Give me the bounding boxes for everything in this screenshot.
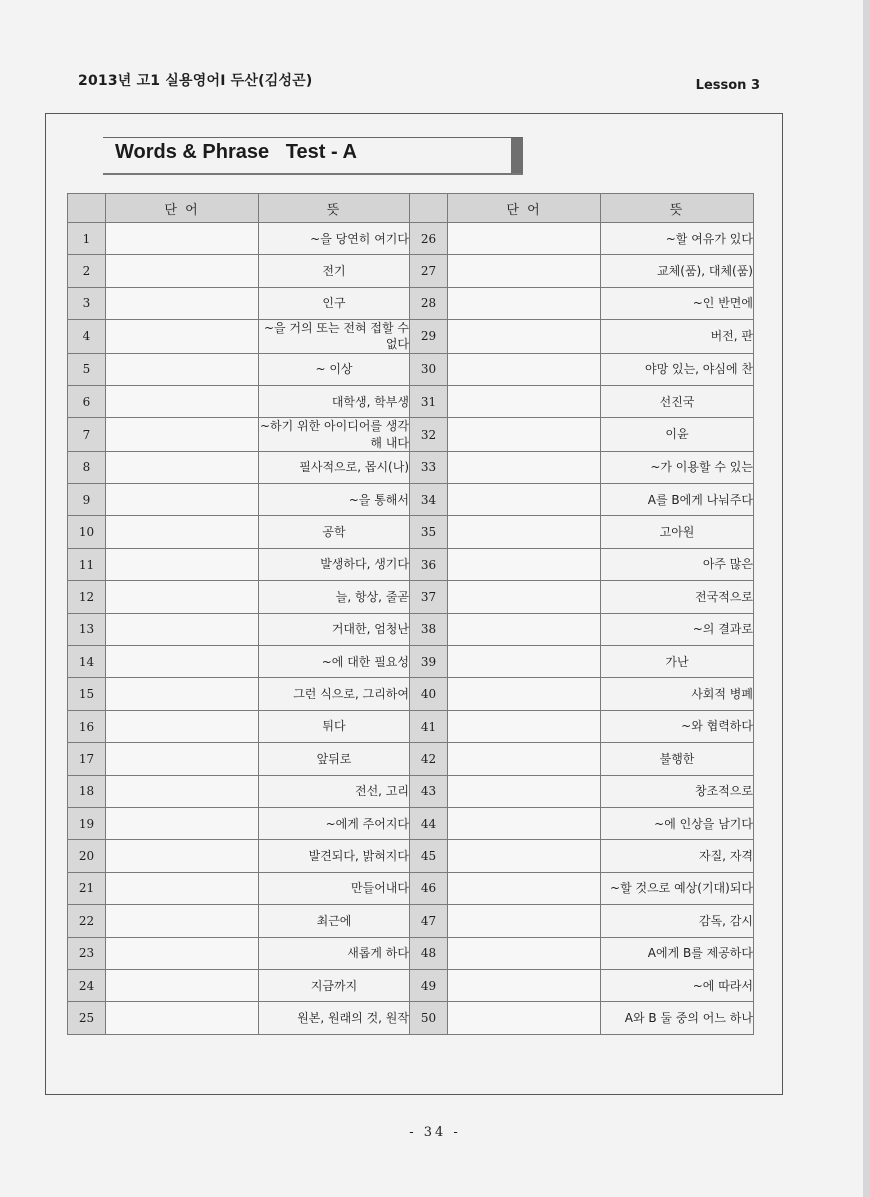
meaning-text: 새롭게 하다 <box>259 937 410 969</box>
meaning-text: ~을 당연히 여기다 <box>259 223 410 255</box>
meaning-text: ~할 여유가 있다 <box>601 223 754 255</box>
header-word-right: 단 어 <box>448 194 601 223</box>
word-answer-field[interactable] <box>106 872 259 904</box>
meaning-text: 전선, 고리 <box>259 775 410 807</box>
meaning-text: 가난 <box>601 646 754 678</box>
word-answer-field[interactable] <box>448 581 601 613</box>
word-answer-field[interactable] <box>106 775 259 807</box>
meaning-text: A와 B 둘 중의 어느 하나 <box>601 1002 754 1034</box>
meaning-text: ~ 이상 <box>259 353 410 385</box>
table-row <box>68 516 754 548</box>
word-answer-field[interactable] <box>448 613 601 645</box>
item-number: 38 <box>410 613 448 645</box>
meaning-text: ~하기 위한 아이디어를 생각해 내다 <box>259 419 409 450</box>
item-number: 41 <box>410 710 448 742</box>
meaning-text: 자질, 자격 <box>601 840 754 872</box>
meaning-text: ~가 이용할 수 있는 <box>601 451 754 483</box>
table-row <box>68 287 754 319</box>
meaning-text: 인구 <box>259 287 410 319</box>
word-answer-field[interactable] <box>106 516 259 548</box>
item-number: 13 <box>68 613 106 645</box>
item-number: 19 <box>68 808 106 840</box>
meaning-text: 고아원 <box>601 516 754 548</box>
word-answer-field[interactable] <box>106 905 259 937</box>
table-row <box>68 969 754 1001</box>
table-row <box>68 581 754 613</box>
table-row <box>68 775 754 807</box>
meaning-text: A를 B에게 나눠주다 <box>601 484 754 516</box>
word-answer-field[interactable] <box>106 418 259 451</box>
meaning-text: 만들어내다 <box>259 872 410 904</box>
table-row <box>68 484 754 516</box>
item-number: 12 <box>68 581 106 613</box>
meaning-text: 대학생, 학부생 <box>259 385 410 417</box>
meaning-text: ~와 협력하다 <box>601 710 754 742</box>
item-number: 46 <box>410 872 448 904</box>
item-number: 35 <box>410 516 448 548</box>
word-answer-field[interactable] <box>448 872 601 904</box>
item-number: 48 <box>410 937 448 969</box>
item-number: 50 <box>410 1002 448 1034</box>
item-number: 15 <box>68 678 106 710</box>
item-number: 40 <box>410 678 448 710</box>
word-answer-field[interactable] <box>448 775 601 807</box>
table-row <box>68 451 754 483</box>
item-number: 29 <box>410 320 448 353</box>
item-number: 16 <box>68 710 106 742</box>
meaning-text: 튀다 <box>259 710 410 742</box>
table-row <box>68 872 754 904</box>
meaning-text: 최근에 <box>259 905 410 937</box>
meaning-text: 창조적으로 <box>601 775 754 807</box>
meaning-text: ~에 인상을 남기다 <box>601 808 754 840</box>
item-number: 10 <box>68 516 106 548</box>
item-number: 23 <box>68 937 106 969</box>
table-row <box>68 710 754 742</box>
word-answer-field[interactable] <box>448 287 601 319</box>
meaning-text: ~의 결과로 <box>601 613 754 645</box>
item-number: 3 <box>68 287 106 319</box>
word-answer-field[interactable] <box>106 710 259 742</box>
meaning-text: 지금까지 <box>259 969 410 1001</box>
table-row <box>68 743 754 775</box>
word-answer-field[interactable] <box>448 840 601 872</box>
word-answer-field[interactable] <box>448 678 601 710</box>
table-row <box>68 418 754 451</box>
header-meaning-left: 뜻 <box>259 194 410 223</box>
table-row <box>68 1002 754 1034</box>
item-number: 37 <box>410 581 448 613</box>
item-number: 32 <box>410 418 448 451</box>
item-number: 34 <box>410 484 448 516</box>
word-answer-field[interactable] <box>448 646 601 678</box>
word-answer-field[interactable] <box>448 710 601 742</box>
item-number: 21 <box>68 872 106 904</box>
word-answer-field[interactable] <box>106 937 259 969</box>
item-number: 44 <box>410 808 448 840</box>
title-accent-bar <box>511 138 523 173</box>
meaning-text: 전기 <box>259 255 410 287</box>
word-answer-field[interactable] <box>106 255 259 287</box>
word-answer-field[interactable] <box>106 353 259 385</box>
table-row <box>68 808 754 840</box>
word-answer-field[interactable] <box>106 1002 259 1034</box>
course-header: 2013년 고1 실용영어I 두산(김성곤) <box>78 73 313 89</box>
meaning-text: 버전, 판 <box>601 320 754 353</box>
item-number: 6 <box>68 385 106 417</box>
item-number: 4 <box>68 320 106 353</box>
item-number: 31 <box>410 385 448 417</box>
meaning-text: 늘, 항상, 줄곧 <box>259 581 410 613</box>
scan-edge <box>863 0 870 1197</box>
item-number: 22 <box>68 905 106 937</box>
meaning-text: 공학 <box>259 516 410 548</box>
item-number: 26 <box>410 223 448 255</box>
word-answer-field[interactable] <box>106 743 259 775</box>
word-answer-field[interactable] <box>448 937 601 969</box>
meaning-text: ~에게 주어지다 <box>259 808 410 840</box>
item-number: 18 <box>68 775 106 807</box>
header-row <box>68 194 754 223</box>
meaning-text: ~을 통해서 <box>259 484 410 516</box>
meaning-text: 아주 많은 <box>601 548 754 580</box>
word-answer-field[interactable] <box>448 905 601 937</box>
word-answer-field[interactable] <box>106 840 259 872</box>
word-answer-field[interactable] <box>106 320 259 353</box>
item-number: 30 <box>410 353 448 385</box>
meaning-text: 야망 있는, 야심에 찬 <box>601 353 754 385</box>
meaning-text: A에게 B를 제공하다 <box>601 937 754 969</box>
meaning-text: ~을 거의 또는 전혀 접할 수 없다 <box>259 320 410 353</box>
meaning-text: 감독, 감시 <box>601 905 754 937</box>
word-answer-field[interactable] <box>106 223 259 255</box>
header-meaning-right: 뜻 <box>601 194 754 223</box>
item-number: 36 <box>410 548 448 580</box>
meaning-text: 선진국 <box>601 385 754 417</box>
word-answer-field[interactable] <box>448 353 601 385</box>
meaning-text: 거대한, 엄청난 <box>259 613 410 645</box>
word-answer-field[interactable] <box>448 320 601 353</box>
word-answer-field[interactable] <box>448 484 601 516</box>
meaning-text: ~할 것으로 예상(기대)되다 <box>601 872 754 904</box>
table-row <box>68 320 754 353</box>
lesson-label: Lesson 3 <box>695 78 760 93</box>
table-row <box>68 646 754 678</box>
table-row <box>68 840 754 872</box>
item-number: 39 <box>410 646 448 678</box>
table-row <box>68 613 754 645</box>
table-row <box>68 353 754 385</box>
table-row <box>68 255 754 287</box>
item-number: 25 <box>68 1002 106 1034</box>
word-answer-field[interactable] <box>106 484 259 516</box>
table-row <box>68 548 754 580</box>
word-answer-field[interactable] <box>106 581 259 613</box>
item-number: 28 <box>410 287 448 319</box>
item-number: 24 <box>68 969 106 1001</box>
word-answer-field[interactable] <box>448 969 601 1001</box>
item-number: 27 <box>410 255 448 287</box>
item-number: 47 <box>410 905 448 937</box>
meaning-text: 사회적 병폐 <box>601 678 754 710</box>
word-answer-field[interactable] <box>106 646 259 678</box>
meaning-text: 발견되다, 밝혀지다 <box>259 840 410 872</box>
meaning-text: ~인 반면에 <box>601 287 754 319</box>
word-answer-field[interactable] <box>448 548 601 580</box>
word-answer-field[interactable] <box>448 1002 601 1034</box>
item-number: 42 <box>410 743 448 775</box>
item-number: 2 <box>68 255 106 287</box>
meaning-text: 불행한 <box>601 743 754 775</box>
word-answer-field[interactable] <box>106 385 259 417</box>
item-number: 43 <box>410 775 448 807</box>
header-num-left <box>68 194 106 223</box>
header-word-left: 단 어 <box>106 194 259 223</box>
meaning-text: 교체(품), 대체(품) <box>601 255 754 287</box>
vocab-table <box>67 193 754 1035</box>
word-answer-field[interactable] <box>448 385 601 417</box>
word-answer-field[interactable] <box>106 969 259 1001</box>
word-answer-field[interactable] <box>106 678 259 710</box>
item-number: 9 <box>68 484 106 516</box>
meaning-text: ~에 대한 필요성 <box>259 646 410 678</box>
meaning-text: 그런 식으로, 그리하여 <box>259 678 410 710</box>
meaning-text: 앞뒤로 <box>259 743 410 775</box>
table-row <box>68 223 754 255</box>
word-answer-field[interactable] <box>106 613 259 645</box>
item-number: 5 <box>68 353 106 385</box>
word-answer-field[interactable] <box>106 451 259 483</box>
item-number: 14 <box>68 646 106 678</box>
meaning-text: 전국적으로 <box>601 581 754 613</box>
page-number: - 34 - <box>409 1125 461 1140</box>
word-answer-field[interactable] <box>106 808 259 840</box>
word-answer-field[interactable] <box>448 516 601 548</box>
word-answer-field[interactable] <box>106 287 259 319</box>
item-number: 49 <box>410 969 448 1001</box>
meaning-text: 이윤 <box>601 418 754 451</box>
word-answer-field[interactable] <box>448 418 601 451</box>
item-number: 1 <box>68 223 106 255</box>
item-number: 33 <box>410 451 448 483</box>
item-number: 20 <box>68 840 106 872</box>
item-number: 17 <box>68 743 106 775</box>
word-answer-field[interactable] <box>448 255 601 287</box>
meaning-text: 필사적으로, 몹시(나) <box>259 451 410 483</box>
meaning-text: 발생하다, 생기다 <box>259 548 410 580</box>
header-num-right <box>410 194 448 223</box>
meaning-text: 원본, 원래의 것, 원작 <box>259 1002 410 1034</box>
meaning-text: ~에 따라서 <box>601 969 754 1001</box>
table-row <box>68 937 754 969</box>
word-answer-field[interactable] <box>448 223 601 255</box>
table-row <box>68 678 754 710</box>
word-answer-field[interactable] <box>448 743 601 775</box>
word-answer-field[interactable] <box>106 548 259 580</box>
item-number: 7 <box>68 418 106 451</box>
word-answer-field[interactable] <box>448 451 601 483</box>
item-number: 8 <box>68 451 106 483</box>
worksheet-title: Words & Phrase Test - A <box>115 141 357 163</box>
title-box <box>103 137 523 175</box>
word-answer-field[interactable] <box>448 808 601 840</box>
item-number: 11 <box>68 548 106 580</box>
table-row <box>68 905 754 937</box>
item-number: 45 <box>410 840 448 872</box>
table-row <box>68 385 754 417</box>
